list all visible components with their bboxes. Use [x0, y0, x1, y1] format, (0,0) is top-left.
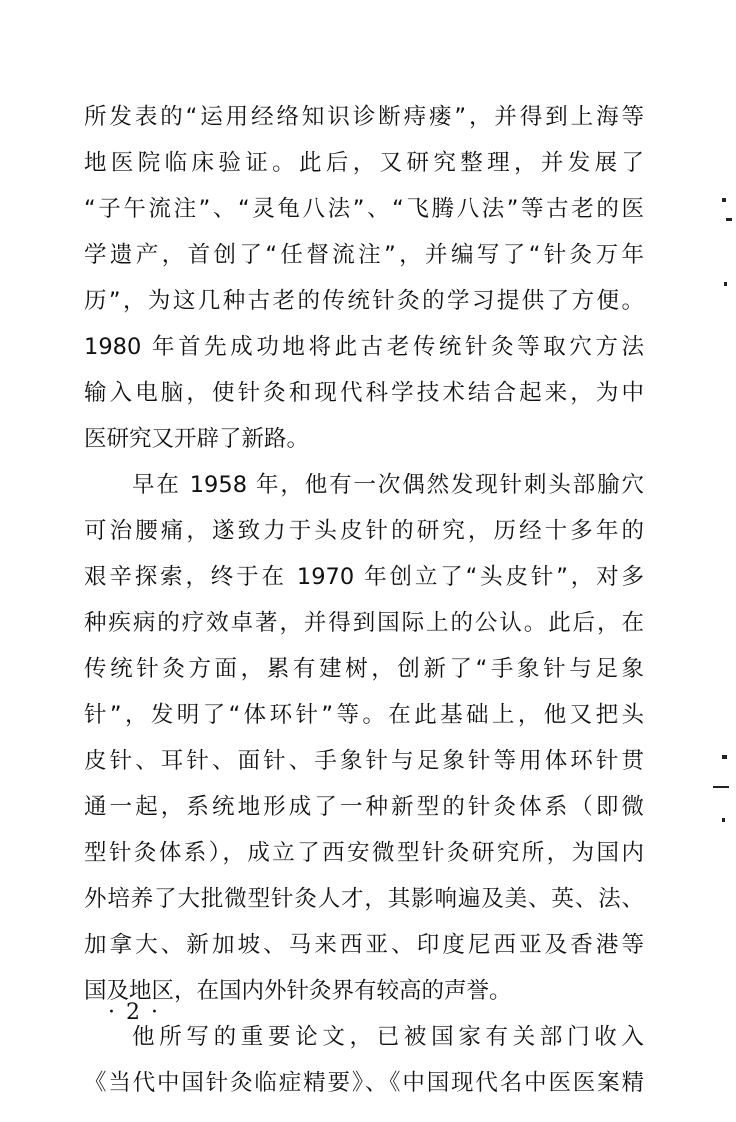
- text-line: 历”，为这几种古老的传统针灸的学习提供了方便。: [84, 288, 644, 314]
- text-line: 种疾病的疗效卓著，并得到国际上的公认。此后，在: [84, 610, 644, 636]
- text-line: 外培养了大批微型针灸人才，其影响遍及美、英、法、: [84, 886, 644, 912]
- scan-mark: [713, 786, 729, 788]
- text-line: 学遗产，首创了“任督流注”，并编写了“针灸万年: [84, 242, 644, 268]
- text-line: 《当代中国针灸临症精要》、《中国现代名中医医案精: [84, 1070, 644, 1096]
- text-line: 国及地区，在国内外针灸界有较高的声誉。: [84, 978, 512, 1004]
- page-body: [84, 94, 644, 1106]
- scan-mark: [726, 218, 732, 221]
- text-line: 可治腰痛，遂致力于头皮针的研究，历经十多年的: [84, 518, 644, 544]
- text-line: 输入电脑，使针灸和现代科学技术结合起来，为中: [84, 380, 644, 406]
- text-line: 早在 1958 年，他有一次偶然发现针刺头部腧穴: [132, 472, 644, 498]
- text-line: 传统针灸方面，累有建树，创新了“手象针与足象: [84, 656, 644, 682]
- text-line: 型针灸体系），成立了西安微型针灸研究所，为国内: [84, 840, 644, 866]
- scan-mark: [722, 818, 725, 822]
- text-line: 针”，发明了“体环针”等。在此基础上，他又把头: [84, 702, 644, 728]
- text-line: 他所写的重要论文，已被国家有关部门收入: [132, 1024, 644, 1050]
- text-line: 加拿大、新加坡、马来西亚、印度尼西亚及香港等: [84, 932, 644, 958]
- text-line: 地医院临床验证。此后，又研究整理，并发展了: [84, 150, 644, 176]
- text-line: 通一起，系统地形成了一种新型的针灸体系（即微: [84, 794, 644, 820]
- text-line: “子午流注”、“灵龟八法”、“飞腾八法”等古老的医: [84, 196, 644, 222]
- text-line: 1980 年首先成功地将此古老传统针灸等取穴方法: [84, 334, 644, 360]
- text-line: 所发表的“运用经络知识诊断痔瘘”，并得到上海等: [84, 104, 644, 130]
- page-number: · 2 ·: [108, 1000, 160, 1025]
- scan-mark: [722, 198, 726, 202]
- text-line: 医研究又开辟了新路。: [84, 426, 310, 452]
- scan-mark: [724, 282, 727, 286]
- text-line: 艰辛探索，终于在 1970 年创立了“头皮针”，对多: [84, 564, 644, 590]
- scan-mark: [722, 755, 727, 759]
- text-line: 皮针、耳针、面针、手象针与足象针等用体环针贯: [84, 748, 644, 774]
